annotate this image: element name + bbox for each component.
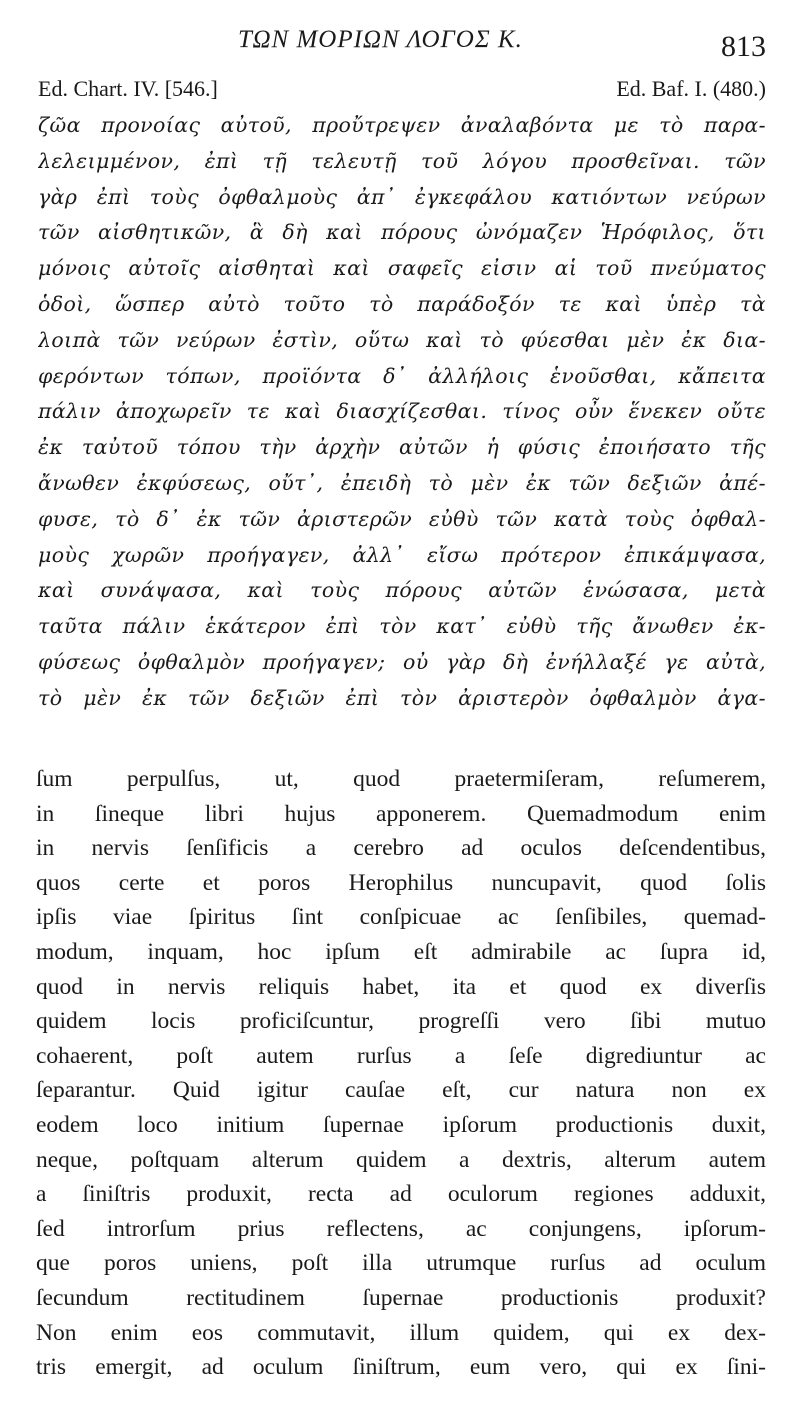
latin-line: quod in nervis reliquis habet, ita et quod ex diverſis (36, 973, 766, 1000)
latin-line: ipſis viae ſpiritus ſint conſpicuae ac ſenſibiles, quemad- (36, 904, 766, 931)
latin-line: quos certe et poros Herophilus nuncupavit, quod ſolis (36, 869, 766, 896)
greek-line: ὁδοὶ, ὥσπερ αὐτὸ τοῦτο τὸ παράδοξόν τε καὶ ὑπὲρ τὰ (38, 291, 766, 316)
greek-line: φύσεως ὀφθαλμὸν προήγαγεν; οὐ γὰρ δὴ ἐνήλλαξέ γε αὐτὰ, (38, 649, 766, 674)
latin-line: tris emergit, ad oculum ſiniſtrum, eum vero, qui ex ſini- (36, 1354, 766, 1381)
greek-line: γὰρ ἐπὶ τοὺς ὀφθαλμοὺς ἀπ᾽ ἐγκεφάλου κατιόντων νεύρων (38, 184, 766, 209)
latin-line: Non enim eos commutavit, illum quidem, qui ex dex- (36, 1319, 766, 1346)
latin-line: a ſiniſtris produxit, recta ad oculorum regiones adduxit, (36, 1181, 766, 1208)
greek-line: φυσε, τὸ δ᾽ ἐκ τῶν ἀριστερῶν εὐθὺ τῶν κατὰ τοὺς ὀφθαλ- (38, 506, 766, 531)
greek-line: μόνοις αὐτοῖς αἰσθηταὶ καὶ σαφεῖς εἰσιν αἱ τοῦ πνεύματος (38, 256, 766, 281)
edition-chartier: Ed. Chart. IV. [546.] (38, 76, 218, 101)
latin-line: neque, poſtquam alterum quidem a dextris, alterum autem (36, 1146, 766, 1173)
latin-line: ſeparantur. Quid igitur cauſae eſt, cur natura non ex (36, 1077, 766, 1104)
greek-line: πάλιν ἀποχωρεῖν τε καὶ διασχίζεσθαι. τίνος οὖν ἕνεκεν οὔτε (38, 399, 766, 424)
greek-line: ζῶα προνοίας αὐτοῦ, προὔτρεψεν ἀναλαβόντα με τὸ παρα- (38, 113, 766, 137)
latin-line: cohaerent, poſt autem rurſus a ſeſe digrediuntur ac (36, 1042, 766, 1069)
greek-line: φερόντων τόπων, προϊόντα δ᾽ ἀλλήλοις ἑνοῦσθαι, κἄπειτα (38, 363, 766, 388)
page-number: 813 (721, 30, 766, 63)
latin-text-block (36, 762, 766, 1385)
latin-line: in nervis ſenſificis a cerebro ad oculos deſcendentibus, (36, 835, 766, 862)
greek-text-block (38, 108, 766, 717)
greek-line: λελειμμένον, ἐπὶ τῇ τελευτῇ τοῦ λόγου προσθεῖναι. τῶν (38, 148, 766, 173)
latin-line: quidem locis proficiſcuntur, progreſſi vero ſibi mutuo (36, 1008, 766, 1035)
greek-line: ταῦτα πάλιν ἑκάτερον ἐπὶ τὸν κατ᾽ εὐθὺ τῆς ἄνωθεν ἐκ- (38, 614, 766, 639)
latin-line: ſed introrſum prius reflectens, ac conjungens, ipſorum- (36, 1215, 766, 1242)
latin-line: que poros uniens, poſt illa utrumque rurſus ad oculum (36, 1250, 766, 1277)
latin-line: in ſineque libri hujus apponerem. Quemadmodum enim (36, 800, 766, 827)
latin-line: eodem loco initium ſupernae ipſorum productionis duxit, (36, 1111, 766, 1138)
greek-line: τῶν αἰσθητικῶν, ἃ δὴ καὶ πόρους ὠνόμαζεν Ἡρόφιλος, ὅτι (38, 220, 766, 245)
greek-line: ἐκ ταὐτοῦ τόπου τὴν ἀρχὴν αὐτῶν ἡ φύσις ἐποιήσατο τῆς (38, 435, 766, 460)
edition-line (38, 76, 766, 106)
greek-line: λοιπὰ τῶν νεύρων ἐστὶν, οὕτω καὶ τὸ φύεσθαι μὲν ἐκ δια- (38, 327, 766, 352)
edition-basel: Ed. Baf. I. (480.) (616, 76, 766, 101)
greek-line: ἄνωθεν ἐκφύσεως, οὔτ᾽, ἐπειδὴ τὸ μὲν ἐκ τῶν δεξιῶν ἀπέ- (38, 470, 766, 495)
latin-line: modum, inquam, hoc ipſum eſt admirabile ac ſupra id, (36, 938, 766, 965)
running-title: ΤΩΝ ΜΟΡΙΩΝ ΛΟΓΟΣ Κ. (238, 26, 523, 53)
greek-line: τὸ μὲν ἐκ τῶν δεξιῶν ἐπὶ τὸν ἀριστερὸν ὀφθαλμὸν ἀγα- (38, 685, 766, 710)
running-head (0, 22, 800, 62)
latin-line: ſecundum rectitudinem ſupernae productionis produxit? (36, 1284, 766, 1311)
greek-line: μοὺς χωρῶν προήγαγεν, ἀλλ᾽ εἴσω πρότερον ἐπικάμψασα, (38, 542, 766, 567)
latin-line: ſum perpulſus, ut, quod praetermiſeram, reſumerem, (36, 766, 766, 792)
greek-line: καὶ συνάψασα, καὶ τοὺς πόρους αὐτῶν ἑνώσασα, μετὰ (38, 578, 766, 603)
